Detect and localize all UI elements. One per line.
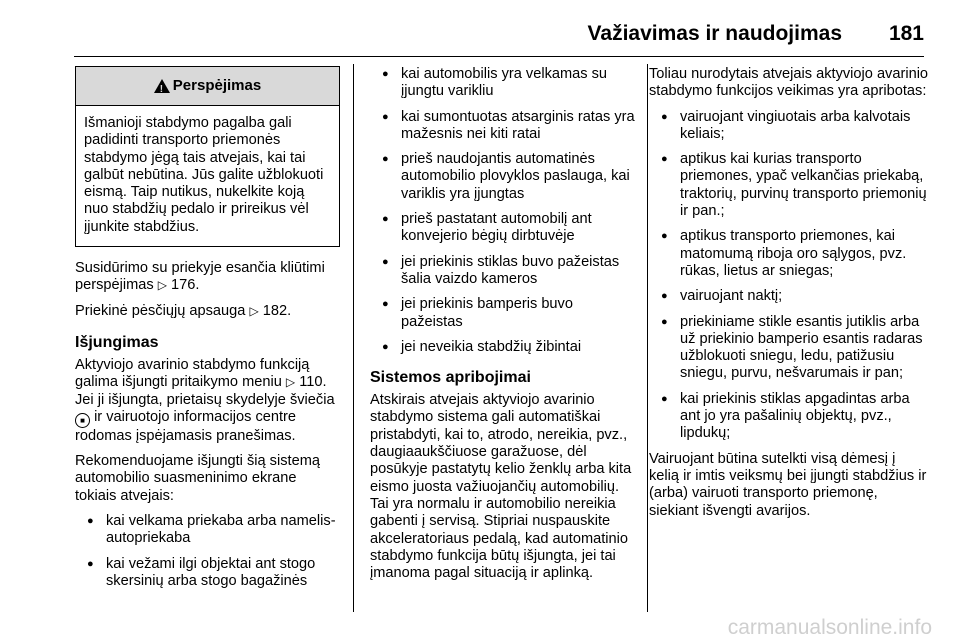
- page-ref-icon: ▷: [157, 278, 167, 293]
- warning-text: Išmanioji stabdymo pagalba gali padidinti transporto priemonės stabdymo jėgą tais atvejais, kai tai galbūt nebūtina. Jūs galite užblokuoti eismą. Taip nutikus, nukelkite koją nuo stabdžių pedalo ir prireikus vėl įjunkite stabdžius.: [84, 115, 324, 235]
- list-item: ● prieš naudojantis automatinės automobilio plovyklos paslauga, kai variklis yra įjungtas: [370, 151, 635, 203]
- list-item: ● kai vežami ilgi objektai ant stogo skersinių arba stogo bagažinės: [75, 556, 340, 591]
- page-number: 181: [888, 22, 924, 45]
- right-column: [649, 64, 929, 520]
- list-item: ● kai priekinis stiklas apgadintas arba ant jo yra pašalinių objektų, pvz., lipdukų;: [649, 391, 929, 443]
- warning-header: [76, 67, 339, 106]
- list-item: ● vairuojant vingiuotais arba kalvotais keliais;: [649, 109, 929, 144]
- warning-icon: [154, 79, 170, 93]
- column-divider-left: [353, 64, 354, 612]
- watermark: carmanualsonline.info: [727, 616, 932, 639]
- paragraph-recommendation: Rekomenduojame išjungti šią sistemą automobilio suasmeninimo ekrane tokiais atvejais:: [75, 453, 320, 504]
- bullet-list-middle: [370, 66, 635, 356]
- list-item: ● priekiniame stikle esantis jutiklis arba už priekinio bamperio esantis radaras užblokuoti sniegu, ledu, patižusiu sniegu, purvu, nešvarumais ir pan;: [649, 314, 929, 383]
- list-item: ● jei priekinis stiklas buvo pažeistas šalia vaizdo kameros: [370, 254, 635, 289]
- paragraph-deactivation: Aktyviojo avarinio stabdymo funkciją galima išjungti pritaikymo meniu ▷ 110. Jei ji išjungta, prietaisų skydelyje šviečia ■ ir vairuotojo informacijos centre rodomas įspėjamasis pranešimas.: [75, 356, 335, 444]
- list-item: ● jei neveikia stabdžių žibintai: [370, 339, 635, 356]
- warning-title: Perspėjimas: [172, 77, 262, 95]
- page-ref[interactable]: 176.: [171, 277, 200, 294]
- list-item: ● aptikus kai kurias transporto priemones, ypač velkančias priekabą, traktorių, purvinų transporto priemonių ir pan.;: [649, 151, 929, 220]
- paragraph-intro: Toliau nurodytais atvejais aktyviojo avarinio stabdymo funkcijos veikimas yra apribotas:: [649, 66, 929, 100]
- section-heading-limitations: Sistemos apribojimai: [370, 369, 531, 387]
- bullet-list-left: [75, 513, 340, 590]
- paragraph-collision-warning: Susidūrimo su priekyje esančia kliūtimi perspėjimas ▷ 176.: [75, 260, 325, 294]
- list-item: ● kai velkama priekaba arba namelis-autopriekaba: [75, 513, 340, 548]
- page-ref-icon: ▷: [249, 303, 259, 318]
- paragraph-closing: Vairuojant būtina sutelkti visą dėmesį į kelią ir imtis veiksmų bei įjungti stabdžius ir (arba) vairuoti transporto priemonę, siekiant išvengti avarijos.: [649, 450, 927, 519]
- warning-box: [75, 66, 340, 247]
- running-header-title: Važiavimas ir naudojimas: [587, 22, 842, 45]
- list-item: ● aptikus transporto priemones, kai matomumą riboja oro sąlygos, pvz. rūkas, lietus ar sniegas;: [649, 228, 929, 280]
- list-item: ● kai sumontuotas atsarginis ratas yra mažesnis nei kiti ratai: [370, 109, 635, 144]
- bullet-list-right: [649, 109, 929, 443]
- paragraph-limitations: Atskirais atvejais aktyviojo avarinio stabdymo sistema gali automatiškai pristabdyti, kai to, atrodo, nereikia, pvz., daugiaaukščiuose garažuose, dėl posūkyje pastatytų kelio ženklų arba kita eismo juosta važiuojančių automobilių. Tai yra normalu ir automobilio nereikia gabenti į servisą. Stipriai nuspauskite akceleratoriaus pedalą, kad automatinio stabdymo funkcija būtų išjungta, jei tai įmanoma pagal situaciją ir aplinką.: [370, 392, 632, 582]
- list-item: ● prieš pastatant automobilį ant konvejerio bėgių dirbtuvėje: [370, 211, 635, 246]
- section-heading-deactivation: Išjungimas: [75, 333, 159, 351]
- brake-indicator-icon: ■: [75, 413, 90, 428]
- list-item: ● vairuojant naktį;: [649, 288, 929, 305]
- page-ref[interactable]: 182.: [262, 302, 292, 319]
- column-divider-right: [647, 64, 648, 612]
- paragraph-pedestrian-protection: Priekinė pėsčiųjų apsauga ▷ 182.: [75, 302, 292, 319]
- list-item: ● kai automobilis yra velkamas su įjungtu varikliu: [370, 66, 635, 101]
- middle-column: [370, 64, 635, 582]
- page-ref-icon: ▷: [285, 375, 296, 390]
- list-item: ● jei priekinis bamperis buvo pažeistas: [370, 296, 635, 331]
- left-column: [75, 64, 340, 590]
- header-rule: [74, 56, 924, 57]
